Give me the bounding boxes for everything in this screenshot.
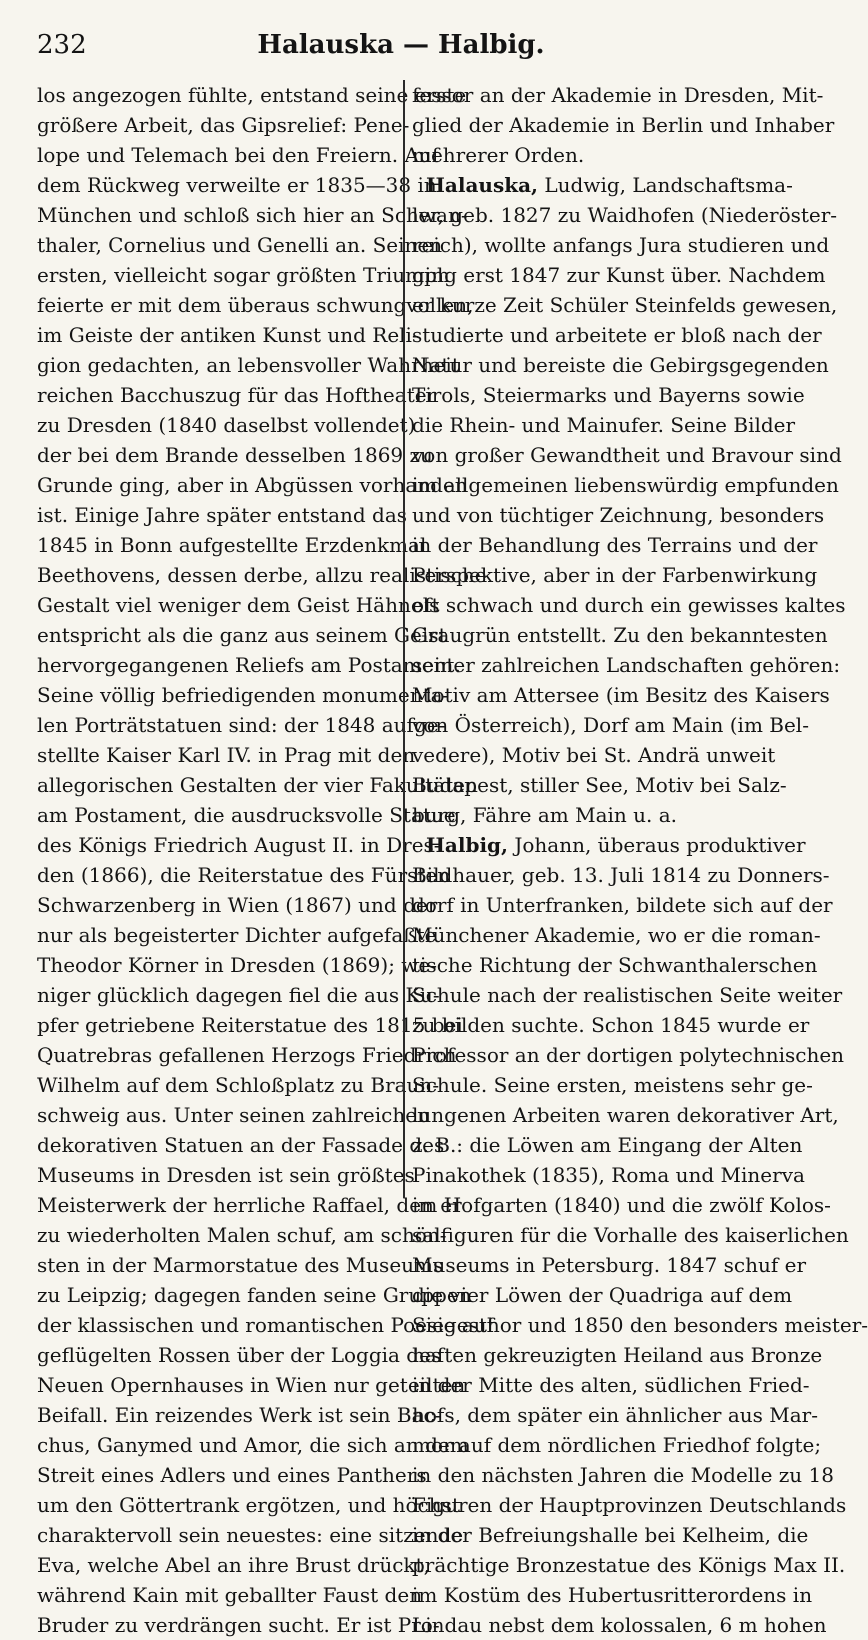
text-line: Lindau nebst dem kolossalen, 6 m hohen [412, 1613, 827, 1637]
text-line: mehrerer Orden. [412, 143, 585, 167]
text-line: Quatrebras gefallenen Herzogs Friedrich [37, 1043, 457, 1067]
text-line: fessor an der Akademie in Dresden, Mit- [412, 83, 824, 107]
text-line: zu Leipzig; dagegen fanden seine Gruppen [37, 1283, 472, 1307]
text-line: dekorativen Statuen an der Fassade des [37, 1133, 445, 1157]
text-line: reich), wollte anfangs Jura studieren und [412, 233, 830, 257]
text-line: im Hofgarten (1840) und die zwölf Kolos- [412, 1193, 831, 1217]
text-line: Münchener Akademie, wo er die roman- [412, 923, 821, 947]
text-line: vedere), Motiv bei St. Andrä unweit [412, 743, 776, 767]
text-line: der bei dem Brande desselben 1869 zu [37, 443, 433, 467]
text-line: haften gekreuzigten Heiland aus Bronze [412, 1343, 823, 1367]
right-column [412, 80, 868, 1640]
text-line: die vier Löwen der Quadriga auf dem [412, 1283, 793, 1307]
text-line: München und schloß sich hier an Schwan- [37, 203, 468, 227]
text-line: len Porträtstatuen sind: der 1848 aufge- [37, 713, 446, 737]
text-line: burg, Fähre am Main u. a. [412, 803, 677, 827]
text-line: im Geiste der antiken Kunst und Reli- [37, 323, 419, 347]
text-line: Schwarzenberg in Wien (1867) und der [37, 893, 438, 917]
text-line: des Königs Friedrich August II. in Dres- [37, 833, 441, 857]
text-line: geflügelten Rossen über der Loggia des [37, 1343, 442, 1367]
text-line: Eva, welche Abel an ihre Brust drückt, [37, 1553, 430, 1577]
text-line: von großer Gewandtheit und Bravour sind [412, 443, 842, 467]
text-line: Neuen Opernhauses in Wien nur geteilten [37, 1373, 466, 1397]
text-line: Tirols, Steiermarks und Bayerns sowie [412, 383, 805, 407]
text-line: allegorischen Gestalten der vier Fakultäten [37, 773, 478, 797]
text-line: sten in der Marmorstatue des Museums [37, 1253, 444, 1277]
text-line: und von tüchtiger Zeichnung, besonders [412, 503, 825, 527]
text-line: Museums in Dresden ist sein größtes [37, 1163, 415, 1187]
text-line: Schule. Seine ersten, meistens sehr ge- [412, 1073, 813, 1097]
text-line: Schule nach der realistischen Seite weiter [412, 983, 843, 1007]
text-line: zu bilden suchte. Schon 1845 wurde er [412, 1013, 810, 1037]
text-line: reichen Bacchuszug für das Hoftheater [37, 383, 437, 407]
text-line: den (1866), die Reiterstatue des Fürsten [37, 863, 451, 887]
text-line: stellte Kaiser Karl IV. in Prag mit den [37, 743, 416, 767]
column-divider [403, 80, 405, 1198]
text-line: seiner zahlreichen Landschaften gehören: [412, 653, 841, 677]
text-line: Siegesthor und 1850 den besonders meister- [412, 1313, 868, 1337]
text-line: während Kain mit geballter Faust den [37, 1583, 423, 1607]
entry-halauska-first-line-rest: Ludwig, Landschaftsma- [538, 173, 793, 197]
text-line: die Rhein- und Mainufer. Seine Bilder [412, 413, 796, 437]
text-line: Professor an der dortigen polytechnischen [412, 1043, 845, 1067]
text-line: Streit eines Adlers und eines Panthers [37, 1463, 427, 1487]
text-line: Seine völlig befriedigenden monumenta- [37, 683, 450, 707]
text-columns [37, 80, 868, 1637]
text-line: Graugrün entstellt. Zu den bekanntesten [412, 623, 828, 647]
text-line: von Österreich), Dorf am Main (im Bel- [412, 713, 809, 737]
text-line: um den Göttertrank ergötzen, und höchst [37, 1493, 460, 1517]
text-line: niger glücklich dagegen fiel die aus Ku- [37, 983, 440, 1007]
text-line: prächtige Bronzestatue des Königs Max II. [412, 1553, 846, 1577]
text-line: Gestalt viel weniger dem Geist Hähnels [37, 593, 440, 617]
text-line: dorf in Unterfranken, bildete sich auf der [412, 893, 833, 917]
entry-halbig-first-line-rest: Johann, überaus produktiver [507, 833, 806, 857]
text-line: schweig aus. Unter seinen zahlreichen [37, 1103, 430, 1127]
entry-name-halbig: Halbig, [426, 833, 508, 857]
text-line: im allgemeinen liebenswürdig empfunden [412, 473, 839, 497]
text-line: Meisterwerk der herrliche Raffael, den er [37, 1193, 462, 1217]
text-line: in der Behandlung des Terrains und der [412, 533, 818, 557]
text-line: in den nächsten Jahren die Modelle zu 18 [412, 1463, 834, 1487]
page-number: 232 [37, 30, 87, 60]
text-line: 1845 in Bonn aufgestellte Erzdenkmal [37, 533, 427, 557]
text-line: am Postament, die ausdrucksvolle Statue [37, 803, 456, 827]
text-line: salfiguren für die Vorhalle des kaiserlichen [412, 1223, 849, 1247]
text-line: mor auf dem nördlichen Friedhof folgte; [412, 1433, 822, 1457]
entry-name-halauska: Halauska, [426, 173, 538, 197]
text-line: er kurze Zeit Schüler Steinfelds gewesen, [412, 293, 838, 317]
text-line: Theodor Körner in Dresden (1869); we- [37, 953, 438, 977]
text-line: lope und Telemach bei den Freiern. Auf [37, 143, 440, 167]
entry-halauska-first-line [412, 170, 793, 200]
entry-halbig-first-line [412, 830, 806, 860]
running-head: Halauska — Halbig. [257, 30, 545, 60]
text-line: studierte und arbeitete er bloß nach der [412, 323, 822, 347]
text-line: Motiv am Attersee (im Besitz des Kaisers [412, 683, 830, 707]
text-line: Beethovens, dessen derbe, allzu realistische [37, 563, 487, 587]
text-line: Museums in Petersburg. 1847 schuf er [412, 1253, 807, 1277]
text-line: zu Dresden (1840 daselbst vollendet) [37, 413, 416, 437]
text-line: zu wiederholten Malen schuf, am schön- [37, 1223, 447, 1247]
text-line: der klassischen und romantischen Poesie auf [37, 1313, 495, 1337]
text-line: nur als begeisterter Dichter aufgefaßte [37, 923, 437, 947]
text-line: ler, geb. 1827 zu Waidhofen (Niederöster- [412, 203, 838, 227]
text-line: ersten, vielleicht sogar größten Triumph [37, 263, 450, 287]
text-line: dem Rückweg verweilte er 1835—38 in [37, 173, 437, 197]
text-line: ist. Einige Jahre später entstand das [37, 503, 408, 527]
text-line: größere Arbeit, das Gipsrelief: Pene- [37, 113, 410, 137]
text-line: in der Befreiungshalle bei Kelheim, die [412, 1523, 809, 1547]
text-line: Beifall. Ein reizendes Werk ist sein Bac- [37, 1403, 442, 1427]
text-line: entspricht als die ganz aus seinem Geist [37, 623, 447, 647]
text-line: Natur und bereiste die Gebirgsgegenden [412, 353, 829, 377]
text-line: oft schwach und durch ein gewisses kaltes [412, 593, 846, 617]
text-line: feierte er mit dem überaus schwungvollen, [37, 293, 474, 317]
text-line: Pinakothek (1835), Roma und Minerva [412, 1163, 805, 1187]
text-line: z. B.: die Löwen am Eingang der Alten [412, 1133, 803, 1157]
text-line: lungenen Arbeiten waren dekorativer Art, [412, 1103, 839, 1127]
text-line: Wilhelm auf dem Schloßplatz zu Braun- [37, 1073, 440, 1097]
text-line: gion gedachten, an lebensvoller Wahrheit [37, 353, 460, 377]
text-line: hofs, dem später ein ähnlicher aus Mar- [412, 1403, 818, 1427]
text-line: Budapest, stiller See, Motiv bei Salz- [412, 773, 787, 797]
text-line: ging erst 1847 zur Kunst über. Nachdem [412, 263, 826, 287]
text-line: Grunde ging, aber in Abgüssen vorhanden [37, 473, 468, 497]
text-line: chus, Ganymed und Amor, die sich an dem [37, 1433, 469, 1457]
text-line: Bruder zu verdrängen sucht. Er ist Pro- [37, 1613, 440, 1637]
text-line: pfer getriebene Reiterstatue des 1815 bei [37, 1013, 463, 1037]
text-line: Bildhauer, geb. 13. Juli 1814 zu Donners- [412, 863, 830, 887]
page-header [37, 26, 765, 66]
text-line: Perspektive, aber in der Farbenwirkung [412, 563, 818, 587]
text-line: tische Richtung der Schwanthalerschen [412, 953, 818, 977]
text-line: in der Mitte des alten, südlichen Fried- [412, 1373, 810, 1397]
text-line: hervorgegangenen Reliefs am Postament. [37, 653, 461, 677]
text-line: Figuren der Hauptprovinzen Deutschlands [412, 1493, 847, 1517]
text-line: im Kostüm des Hubertusritterordens in [412, 1583, 813, 1607]
text-line: charaktervoll sein neuestes: eine sitzende [37, 1523, 464, 1547]
text-line: glied der Akademie in Berlin und Inhaber [412, 113, 835, 137]
text-line: los angezogen fühlte, entstand seine erste [37, 83, 467, 107]
text-line: thaler, Cornelius und Genelli an. Seinen [37, 233, 443, 257]
